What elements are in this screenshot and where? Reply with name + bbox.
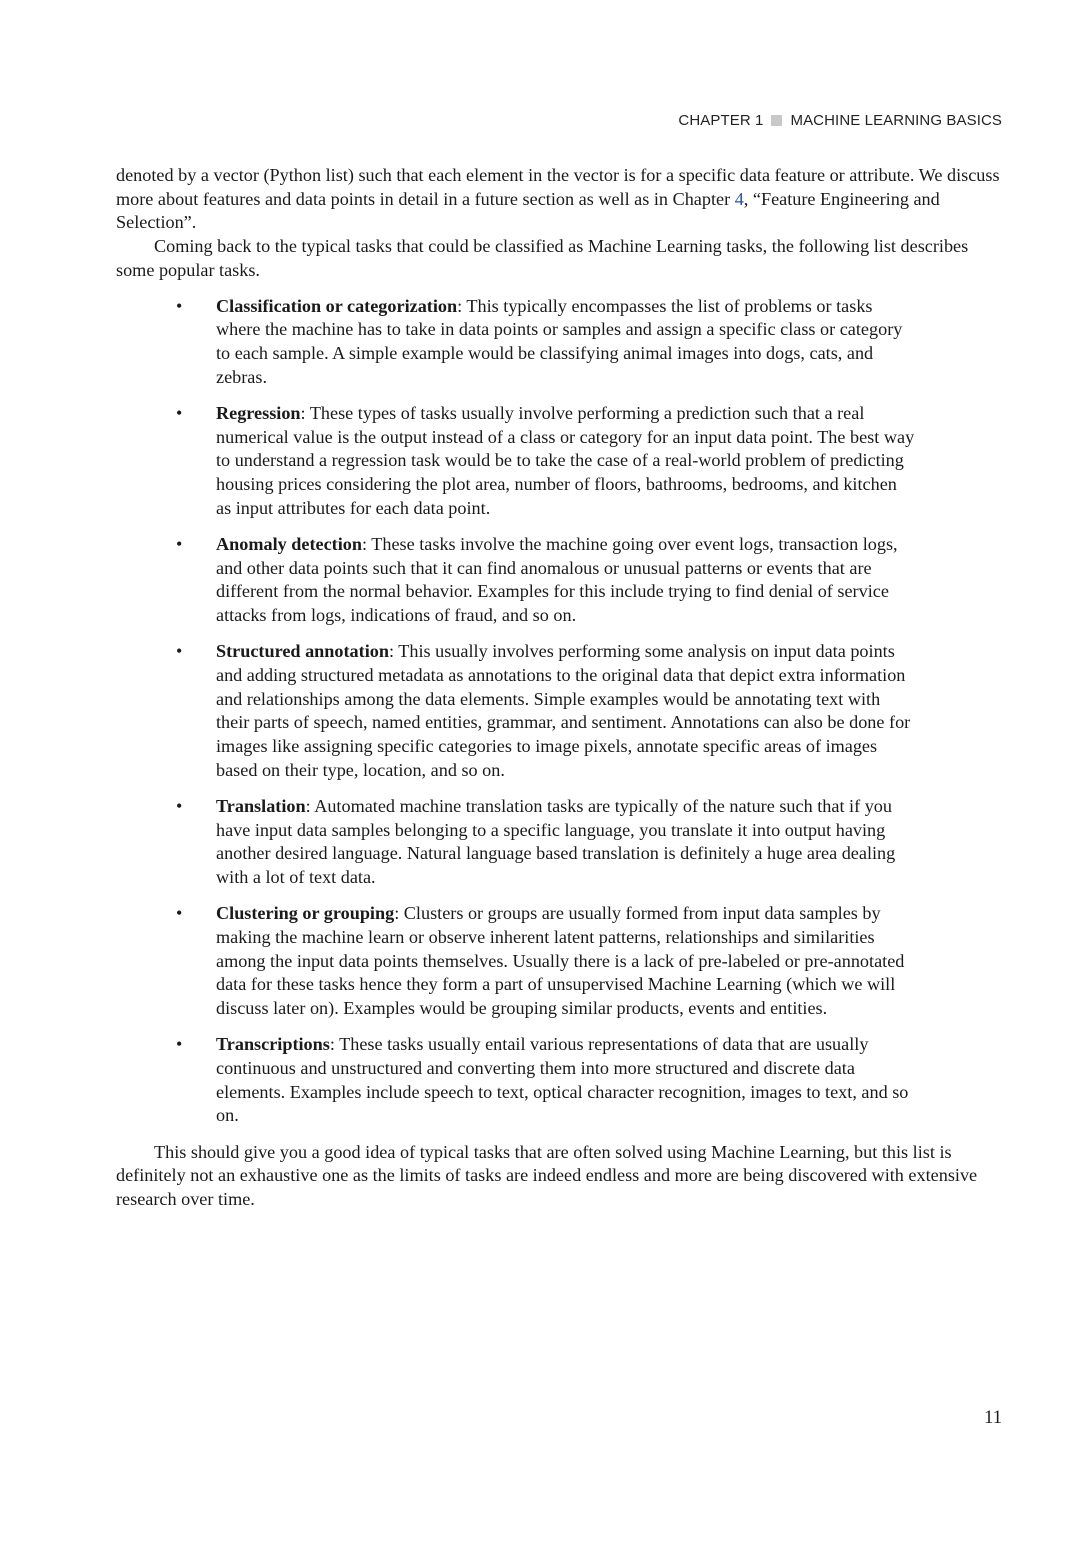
task-term: Clustering or grouping [216,903,395,924]
task-description: : This usually involves performing some analysis on input data points and adding structured metadata as annotations to the original data that depict extra information and relationships among the data elements. Simple examples would be annotating text with their parts of speech, named entities, grammar, and sentiment. Annotations can also be done for images like assigning specific categories to image pixels, annotate specific areas of images based on their type, location, and so on. [216,641,911,780]
list-item-structured-annotation [176,640,916,782]
bullet-icon: • [176,795,183,816]
bullet-icon: • [176,903,183,924]
task-description: : These tasks usually entail various representations of data that are usually continuous and unstructured and converting them into more structured and discrete data elements. Examples include speech to text, optical character recognition, images to text, and so on. [216,1034,909,1126]
intro-text-end: , “Feature Engineering and Selection”. [116,188,940,233]
list-item-transcriptions [176,1033,916,1128]
intro-text-start: denoted by a vector (Python list) such that each element in the vector is for a specific data feature or attribute. We discuss more about features and data points in detail in a future section as well as in Chapter [116,165,1000,209]
chapter-4-link[interactable]: 4 [734,188,744,209]
task-term: Structured annotation [216,641,389,662]
intro-paragraph-1 [116,164,1004,235]
task-term: Classification or categorization [216,295,458,316]
bullet-icon: • [176,533,183,554]
list-item-anomaly-detection [176,533,916,628]
bullet-icon: • [176,641,183,662]
header-separator-square [771,115,782,126]
task-list [116,295,916,1129]
intro-paragraph-2: Coming back to the typical tasks that could be classified as Machine Learning tasks, the following list describes some popular tasks. [116,236,969,280]
task-description: : Clusters or groups are usually formed from input data samples by making the machine learn or observe inherent latent patterns, relationships and similarities among the input data points themselves. Usually there is a lack of pre-labeled or pre-annotated data for these tasks hence they form a part of unsupervised Machine Learning (which we will discuss later on). Examples would be grouping similar products, events and entities. [216,903,905,1018]
list-item-regression [176,402,916,521]
bullet-icon: • [176,295,183,316]
task-term: Translation [216,795,306,816]
task-term: Transcriptions [216,1034,330,1055]
list-item-clustering [176,902,916,1021]
closing-paragraph: This should give you a good idea of typical tasks that are often solved using Machine Learning, but this list is definitely not an exhaustive one as the limits of tasks are indeed endless and more are being discovered with extensive research over time. [116,1141,978,1209]
chapter-title: MACHINE LEARNING BASICS [790,112,1002,129]
page-number: 11 [984,1408,1002,1428]
list-item-translation [176,795,916,890]
task-description: : These tasks involve the machine going over event logs, transaction logs, and other data points such that it can find anomalous or unusual patterns or events that are different from the normal behavior. Examples for this include trying to find denial of service attacks from logs, indications of fraud, and so on. [216,533,898,625]
bullet-icon: • [176,402,183,423]
task-description: : Automated machine translation tasks are typically of the nature such that if you have input data samples belonging to a specific language, you translate it into output having another desired language. Natural language based translation is definitely a huge area dealing with a lot of text data. [216,795,896,887]
task-description: : These types of tasks usually involve performing a prediction such that a real numerical value is the output instead of a class or category for an input data point. The best way to understand a regression task would be to take the case of a real-world problem of predicting housing prices considering the plot area, number of floors, bathrooms, bedrooms, and kitchen as input attributes for each data point. [216,402,915,518]
task-term: Regression [216,402,301,423]
bullet-icon: • [176,1034,183,1055]
chapter-label: CHAPTER 1 [678,112,764,129]
body-text [116,164,1004,1212]
task-description: : This typically encompasses the list of problems or tasks where the machine has to take in data points or samples and assign a specific class or category to each sample. A simple example would be classifying animal images into dogs, cats, and zebras. [216,295,903,387]
list-item-classification [176,295,916,390]
task-term: Anomaly detection [216,533,362,554]
running-header [678,112,1002,129]
